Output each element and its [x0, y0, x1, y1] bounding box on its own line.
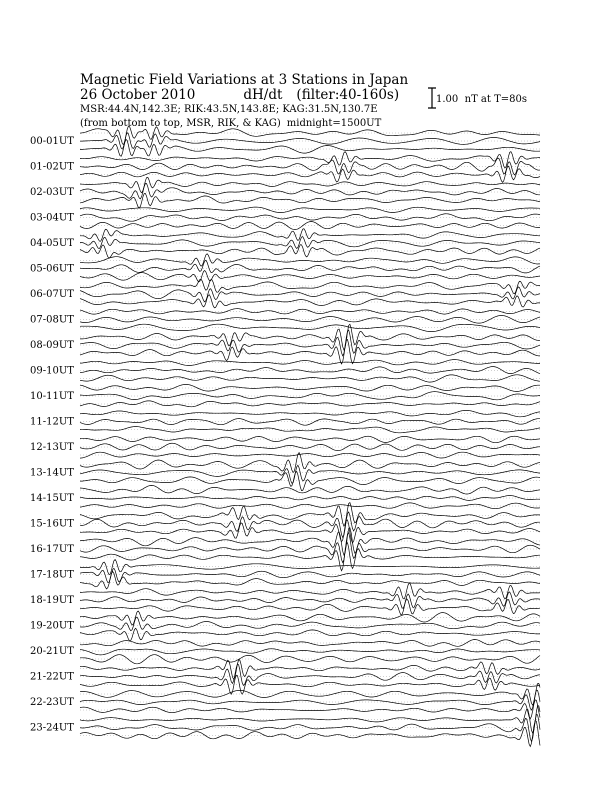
trace-line-msr: [80, 271, 540, 282]
trace-line-rik: [80, 617, 540, 631]
trace-line-kag: [80, 254, 540, 266]
date-text: 26 October 2010: [80, 87, 196, 103]
filter-text: (filter:40-160s): [296, 87, 400, 103]
trace-lines: [80, 126, 540, 746]
trace-line-msr: [80, 324, 540, 331]
trace-line-rik: [80, 287, 540, 302]
row-label: 23-24UT: [30, 722, 74, 734]
row-labels: [30, 136, 74, 734]
trace-line-kag: [80, 360, 540, 366]
trace-line-rik: [80, 184, 540, 199]
scale-bar-label: 1.00 nT at T=80s: [436, 94, 527, 105]
row-label: 02-03UT: [30, 187, 74, 198]
trace-line-msr: [80, 721, 540, 747]
trace-line-kag: [80, 410, 540, 417]
row-label: 20-21UT: [30, 646, 74, 657]
row-label: 09-10UT: [30, 365, 74, 377]
trace-line-msr: [80, 245, 540, 258]
row-label: 04-05UT: [30, 238, 74, 249]
trace-line-msr: [80, 194, 540, 209]
quantity-text: dH/dt: [243, 87, 283, 103]
row-label: 22-23UT: [30, 697, 74, 708]
row-label: 14-15UT: [30, 493, 74, 504]
trace-line-rik: [80, 649, 540, 655]
chart-title: Magnetic Field Variations at 3 Stations in Japan: [80, 72, 409, 88]
trace-line-rik: [80, 419, 540, 426]
trace-line-rik: [80, 568, 540, 582]
trace-line-msr: [80, 628, 540, 641]
trace-line-rik: [80, 367, 540, 374]
trace-line-kag: [80, 309, 540, 315]
scale-bar: [428, 88, 436, 108]
trace-line-kag: [80, 207, 540, 213]
row-label: 19-20UT: [30, 620, 74, 632]
trace-line-kag: [80, 279, 540, 294]
row-label: 12-13UT: [30, 442, 74, 453]
trace-line-kag: [80, 436, 540, 443]
trace-line-kag: [80, 611, 540, 625]
row-label: 16-17UT: [30, 544, 74, 555]
row-label: 17-18UT: [30, 569, 74, 581]
row-label: 10-11UT: [30, 391, 74, 402]
trace-line-rik: [80, 392, 540, 400]
trace-line-rik: [80, 690, 540, 710]
trace-line-rik: [80, 496, 540, 501]
scale-bar-mark: [428, 88, 436, 108]
trace-line-msr: [80, 452, 540, 458]
trace-line-kag: [80, 528, 540, 555]
row-label: 18-19UT: [30, 595, 74, 606]
row-label: 11-12UT: [30, 416, 74, 428]
row-label: 03-04UT: [30, 212, 74, 224]
row-label: 21-22UT: [30, 671, 74, 683]
row-label: 07-08UT: [30, 314, 74, 326]
trace-line-msr: [80, 427, 540, 433]
trace-line-kag: [80, 384, 540, 391]
row-label: 01-02UT: [30, 161, 74, 173]
row-label: 08-09UT: [30, 340, 74, 351]
trace-line-kag: [80, 126, 540, 144]
trace-line-msr: [80, 700, 540, 719]
midnight-note: midnight=1500UT: [286, 118, 382, 129]
trace-line-kag: [80, 152, 540, 168]
row-label: 06-07UT: [30, 289, 74, 300]
trace-line-rik: [80, 512, 540, 537]
trace-line-msr: [80, 140, 540, 157]
trace-line-kag: [80, 583, 540, 599]
trace-line-msr: [80, 295, 540, 308]
order-note: (from bottom to top, MSR, RIK, & KAG): [80, 118, 281, 129]
stations-line: MSR:44.4N,142.3E; RIK:43.5N,143.8E; KAG:31.5N,130.7E: [80, 104, 378, 115]
trace-line-msr: [80, 655, 540, 664]
trace-line-msr: [80, 599, 540, 615]
row-label: 00-01UT: [30, 136, 74, 147]
row-label: 15-16UT: [30, 518, 74, 530]
row-label: 13-14UT: [30, 467, 74, 479]
trace-line-kag: [80, 229, 540, 242]
trace-line-rik: [80, 260, 540, 273]
row-label: 05-06UT: [30, 263, 74, 275]
trace-line-kag: [80, 485, 540, 494]
